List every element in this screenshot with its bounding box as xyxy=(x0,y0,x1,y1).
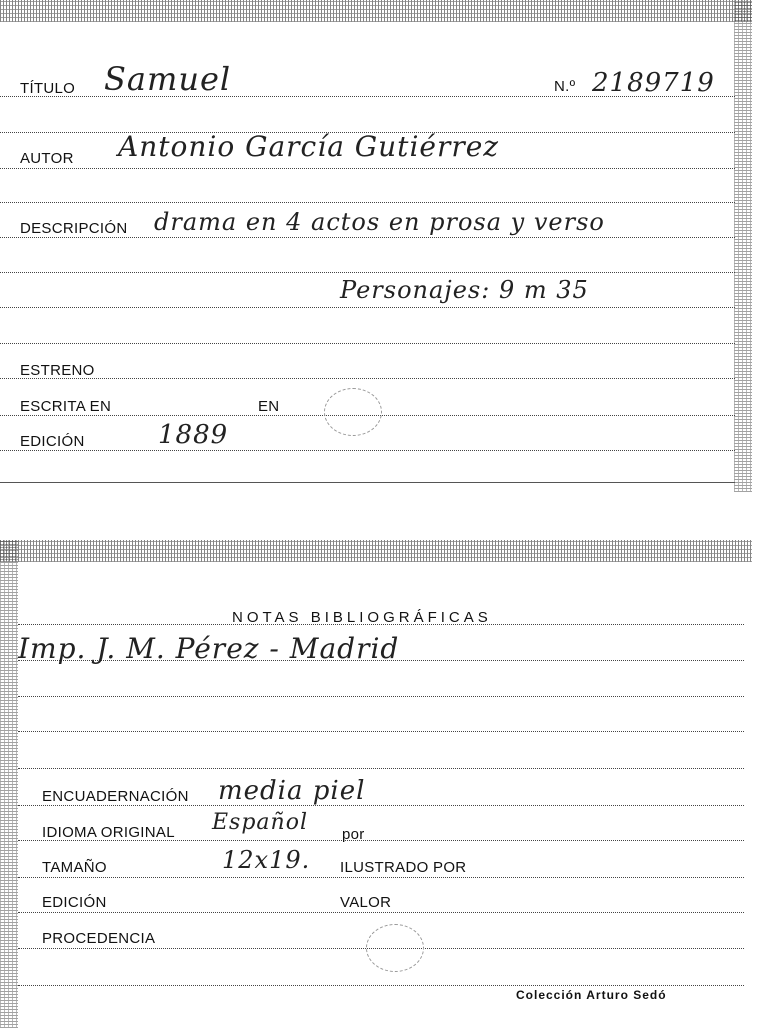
card-edge-texture xyxy=(0,540,18,1028)
card-edge-texture xyxy=(0,540,752,562)
procedencia-label: PROCEDENCIA xyxy=(42,930,156,947)
ruled-line xyxy=(0,378,735,379)
ruled-line xyxy=(0,307,735,308)
encuadernacion-label: ENCUADERNACIÓN xyxy=(42,788,189,805)
ruled-line xyxy=(0,237,735,238)
ruled-line xyxy=(0,343,735,344)
edicion-label: EDICIÓN xyxy=(20,433,85,450)
notas-title: NOTAS BIBLIOGRÁFICAS xyxy=(232,609,492,626)
escrita-en-label: ESCRITA EN xyxy=(20,398,112,415)
ruled-line xyxy=(18,912,744,913)
ruled-line xyxy=(18,877,744,878)
card-edge-texture xyxy=(734,0,752,492)
titulo-label: TÍTULO xyxy=(20,80,76,97)
titulo-value: Samuel xyxy=(104,60,232,98)
valor-label: VALOR xyxy=(340,894,392,911)
numero-label: N.º xyxy=(554,78,576,95)
ruled-line xyxy=(18,768,744,769)
edicion-label-bottom: EDICIÓN xyxy=(42,894,107,911)
ruled-line xyxy=(0,482,735,483)
por-label: por xyxy=(342,826,365,843)
ruled-line xyxy=(0,272,735,273)
ruled-line xyxy=(0,450,735,451)
edicion-value: 1889 xyxy=(158,420,229,450)
catalog-card-top xyxy=(0,0,752,492)
ruled-line xyxy=(0,202,735,203)
en-label: EN xyxy=(258,398,280,415)
tamano-label: TAMAÑO xyxy=(42,859,107,876)
estreno-label: ESTRENO xyxy=(20,362,95,379)
ruled-line xyxy=(18,985,744,986)
numero-value: 2189719 xyxy=(592,68,715,98)
autor-label: AUTOR xyxy=(20,150,74,167)
ruled-line xyxy=(0,168,735,169)
notas-value: Imp. J. M. Pérez - Madrid xyxy=(18,632,400,665)
idioma-label: IDIOMA ORIGINAL xyxy=(42,824,175,841)
ilustrado-label: ILUSTRADO POR xyxy=(340,859,467,876)
card-edge-texture xyxy=(0,0,752,22)
ink-stamp xyxy=(366,924,424,972)
descripcion-label: DESCRIPCIÓN xyxy=(20,220,128,237)
autor-value: Antonio García Gutiérrez xyxy=(118,130,500,163)
ruled-line xyxy=(18,731,744,732)
ink-stamp xyxy=(324,388,382,436)
personajes-value: Personajes: 9 m 35 xyxy=(340,276,589,304)
encuadernacion-value: media piel xyxy=(218,776,366,806)
catalog-card-bottom xyxy=(0,540,752,1028)
ruled-line xyxy=(18,805,744,806)
descripcion-value: drama en 4 actos en prosa y verso xyxy=(154,208,605,236)
idioma-value: Español xyxy=(212,810,308,835)
coleccion-footer: Colección Arturo Sedó xyxy=(516,988,667,1002)
ruled-line xyxy=(18,624,744,625)
ruled-line xyxy=(18,696,744,697)
tamano-value: 12x19. xyxy=(222,846,311,874)
